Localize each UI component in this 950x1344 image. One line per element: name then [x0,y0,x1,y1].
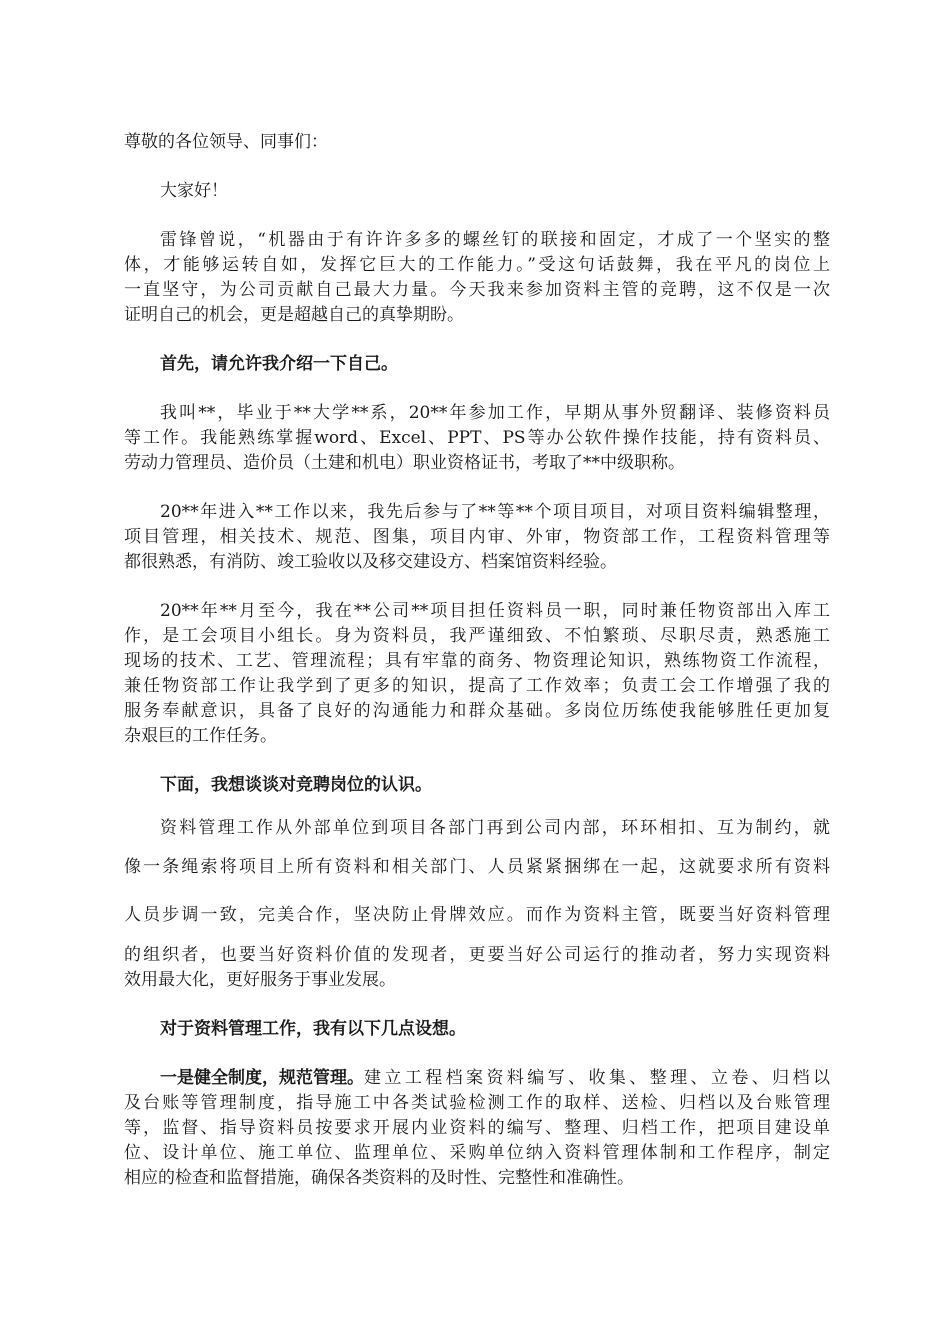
section-heading-self-intro: 首先，请允许我介绍一下自己。 [160,354,398,374]
paragraph-line: 兼任物资部工作让我学到了更多的知识，提高了工作效率；负责工会工作增强了我的 [124,676,830,696]
paragraph-line: 等工作。我能熟练掌握word、Excel、PPT、PS等办公软件操作技能，持有资料员、 [124,428,830,448]
plan-lead-text: 一是健全制度，规范管理。 [160,1068,364,1088]
paragraph-line: 等，监督、指导资料员按要求开展内业资料的编写、整理、归档工作，把项目建设单 [124,1118,830,1138]
salutation: 尊敬的各位领导、同事们： [124,132,328,152]
section-heading-position-understanding: 下面，我想谈谈对竞聘岗位的认识。 [160,775,432,795]
paragraph-line: 体，才能够运转自如，发挥它巨大的工作能力。”受这句话鼓舞，我在平凡的岗位上 [124,255,830,275]
paragraph-line [160,1063,830,1088]
paragraph-line: 像一条绳索将项目上所有资料和相关部门、人员紧紧捆绑在一起，这就要求所有资料 [124,857,830,877]
paragraph-line: 位、设计单位、施工单位、监理单位、采购单位纳入资料管理体制和工作程序，制定 [124,1143,830,1163]
greeting: 大家好！ [160,181,228,201]
paragraph-line: 人员步调一致，完美合作，坚决防止骨牌效应。而作为资料主管，既要当好资料管理 [124,905,830,925]
paragraph-line: 雷锋曾说，“机器由于有许许多多的螺丝钉的联接和固定，才成了一个坚实的整 [160,230,830,250]
paragraph-line: 现场的技术、工艺、管理流程；具有牢靠的商务、物资理论知识，熟练物资工作流程， [124,651,830,671]
paragraph-line: 的组织者，也要当好资料价值的发现者，更要当好公司运行的推动者，努力实现资料 [124,945,830,965]
paragraph-line: 证明自己的机会，更是超越自己的真挚期盼。 [124,305,464,325]
paragraph-line: 劳动力管理员、造价员（土建和机电）职业资格证书，考取了**中级职称。 [124,453,685,473]
paragraph-line: 相应的检查和监督措施，确保各类资料的及时性、完整性和准确性。 [124,1168,634,1188]
paragraph-line: 及台账等管理制度，指导施工中各类试验检测工作的取样、送检、归档以及台账管理 [124,1093,830,1113]
paragraph-line: 效用最大化，更好服务于事业发展。 [124,970,396,990]
paragraph-line: 20**年进入**工作以来，我先后参与了**等**个项目项目，对项目资料编辑整理， [160,502,830,522]
paragraph-line: 20**年**月至今，我在**公司**项目担任资料员一职，同时兼任物资部出入库工 [160,601,830,621]
paragraph-line: 服务奉献意识，具备了良好的沟通能力和群众基础。多岗位历练使我能够胜任更加复 [124,701,830,721]
paragraph-line: 一直坚守，为公司贡献自己最大力量。今天我来参加资料主管的竞聘，这不仅是一次 [124,280,830,300]
paragraph-line: 杂艰巨的工作任务。 [124,726,277,746]
paragraph-line: 项目管理，相关技术、规范、图集，项目内审、外审，物资部工作，工程资料管理等 [124,527,830,547]
paragraph-line: 资料管理工作从外部单位到项目各部门再到公司内部，环环相扣、互为制约，就 [160,818,830,838]
paragraph-line: 作，是工会项目小组长。身为资料员，我严谨细致、不怕繁琐、尽职尽责，熟悉施工 [124,626,830,646]
plan-first-line-text: 建立工程档案资料编写、收集、整理、立卷、归档以 [364,1068,830,1088]
paragraph-line: 都很熟悉，有消防、竣工验收以及移交建设方、档案馆资料经验。 [124,552,617,572]
paragraph-line: 我叫**，毕业于**大学**系，20**年参加工作，早期从事外贸翻译、装修资料员 [160,403,830,423]
section-heading-plans: 对于资料管理工作，我有以下几点设想。 [160,1019,466,1039]
